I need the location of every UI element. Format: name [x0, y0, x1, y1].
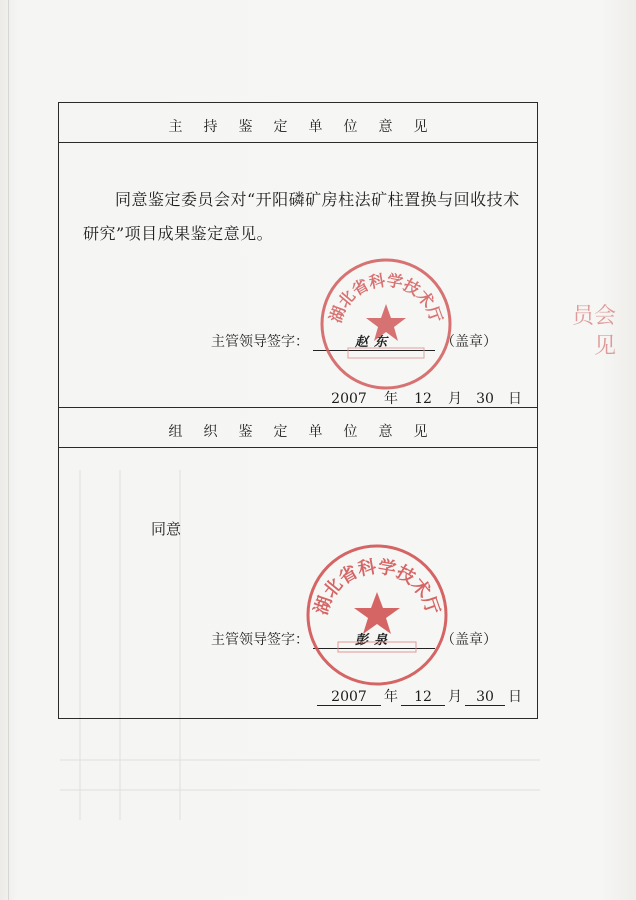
- section1-date-day-unit: 日: [508, 391, 522, 407]
- section2-date-day-unit: 日: [508, 689, 522, 705]
- section2-date-month: 12: [401, 689, 445, 706]
- seal-1-star-icon: [366, 304, 406, 341]
- section1-date-day: 30: [465, 391, 505, 408]
- section1-seal-note: （盖章）: [441, 334, 497, 350]
- section2-date-day: 30: [465, 689, 505, 706]
- margin-stamp-line2: 见: [593, 334, 616, 359]
- margin-stamp-line1: 员会: [571, 304, 616, 329]
- section1-signature-name: 赵东: [354, 335, 393, 350]
- section2-date-year: 2007: [317, 689, 381, 706]
- section2-date-month-unit: 月: [448, 689, 462, 705]
- official-seal-1: [316, 254, 456, 394]
- seal-2-code-band: [338, 642, 416, 652]
- section2-signature-label: 主管领导签字：: [211, 632, 309, 648]
- section1-date-month-unit: 月: [448, 391, 462, 407]
- section2-header: 组织鉴定单位意见: [168, 424, 449, 440]
- seal-1-code-band: [348, 348, 424, 358]
- section1-date-year-unit: 年: [384, 391, 398, 407]
- section2-header-divider: [59, 447, 537, 448]
- seal-2-name: 湖北省科学技术厅: [310, 556, 444, 618]
- section2-seal-note: （盖章）: [441, 632, 497, 648]
- section1-header: 主持鉴定单位意见: [168, 119, 449, 135]
- section1-signature-label: 主管领导签字：: [211, 334, 309, 350]
- section2-signature-name: 彭泉: [354, 633, 393, 648]
- section1-opinion-text: 同意鉴定委员会对“开阳磷矿房柱法矿柱置换与回收技术研究”项目成果鉴定意见。: [83, 190, 520, 243]
- section2-opinion-text: 同意: [151, 520, 182, 538]
- official-seal-2: [302, 540, 452, 690]
- section-divider: [59, 407, 537, 408]
- margin-stamp: [546, 302, 616, 382]
- appraisal-form-table: [58, 102, 538, 719]
- section2-date-year-unit: 年: [384, 689, 398, 705]
- section1-date-month: 12: [401, 391, 445, 408]
- section1-date-year: 2007: [317, 391, 381, 408]
- seal-2-star-icon: [354, 592, 400, 634]
- seal-1-name: 湖北省科学技术厅: [325, 270, 447, 326]
- section1-header-divider: [59, 142, 537, 143]
